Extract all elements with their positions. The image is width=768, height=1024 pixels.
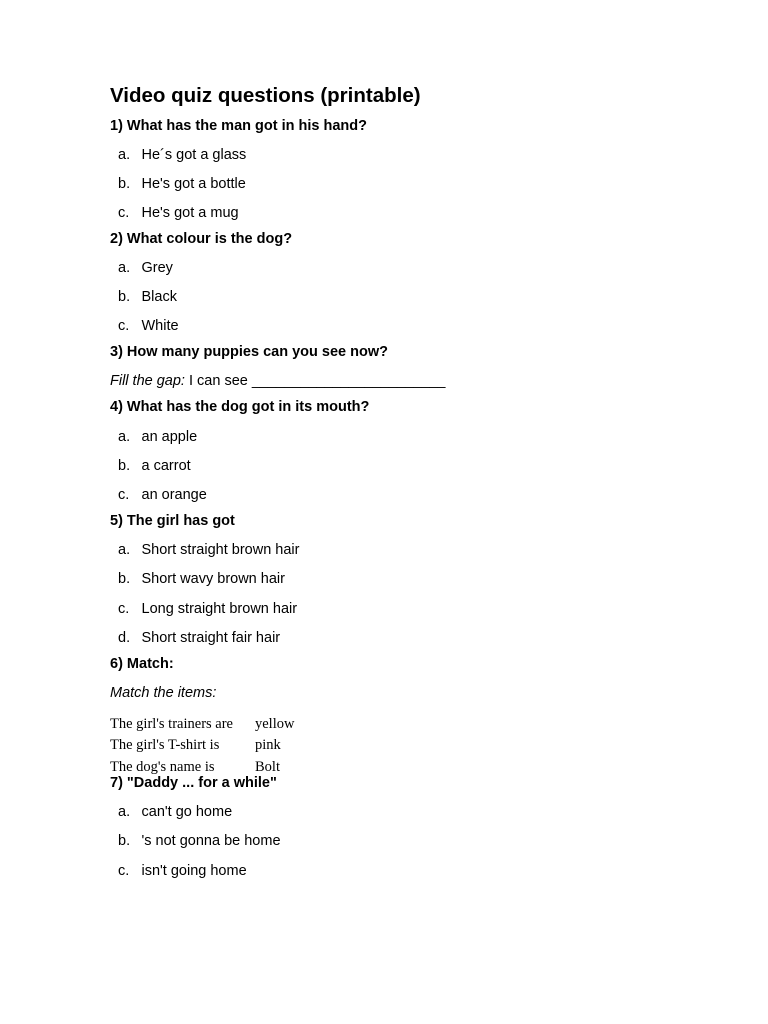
option-text: an apple — [141, 429, 198, 445]
option-letter: a. — [118, 429, 131, 445]
option-text: a carrot — [141, 458, 191, 474]
option-letter: a. — [118, 147, 131, 163]
option-text: He's got a bottle — [141, 176, 246, 192]
question-6: 6) Match: — [110, 656, 174, 672]
question-5-option-d — [118, 630, 280, 646]
option-letter: a. — [118, 804, 131, 820]
option-letter: b. — [118, 176, 131, 192]
question-1-option-b — [118, 176, 246, 192]
match-row — [110, 716, 294, 733]
question-4-option-c — [118, 487, 207, 503]
fill-gap-instruction: Fill the gap: — [110, 373, 185, 389]
question-5: 5) The girl has got — [110, 513, 235, 529]
question-2-option-a — [118, 260, 173, 276]
option-text: Short straight fair hair — [141, 630, 281, 646]
option-text: Short wavy brown hair — [141, 571, 285, 587]
fill-gap-prompt: I can see ________________________ — [184, 373, 446, 389]
option-letter: a. — [118, 260, 131, 276]
question-4-option-a — [118, 429, 197, 445]
question-3: 3) How many puppies can you see now? — [110, 344, 388, 360]
option-letter: a. — [118, 542, 131, 558]
option-text: an orange — [141, 487, 207, 503]
option-text: Long straight brown hair — [141, 601, 298, 617]
option-letter: b. — [118, 289, 131, 305]
option-letter: c. — [118, 205, 130, 221]
option-letter: c. — [118, 863, 130, 879]
option-text: Short straight brown hair — [141, 542, 300, 558]
question-5-option-b — [118, 571, 285, 587]
match-right-item: yellow — [255, 716, 295, 732]
option-text: He's got a mug — [141, 205, 239, 221]
match-left-item: The dog's name is — [110, 759, 215, 775]
question-2-option-c — [118, 318, 179, 334]
option-text: isn't going home — [141, 863, 247, 879]
question-1-option-c — [118, 205, 239, 221]
page-title: Video quiz questions (printable) — [110, 84, 421, 107]
option-letter: b. — [118, 571, 131, 587]
match-right-item: Bolt — [255, 759, 280, 775]
match-right-item: pink — [255, 737, 281, 753]
option-letter: c. — [118, 601, 130, 617]
question-2-option-b — [118, 289, 177, 305]
match-row — [110, 759, 280, 776]
match-left-item: The girl's trainers are — [110, 716, 233, 732]
option-letter: c. — [118, 487, 130, 503]
question-1-option-a — [118, 147, 246, 163]
match-row — [110, 737, 281, 754]
match-left-item: The girl's T-shirt is — [110, 737, 220, 753]
question-5-option-c — [118, 601, 297, 617]
option-letter: b. — [118, 458, 131, 474]
fill-the-gap-line — [110, 373, 445, 389]
option-text: He´s got a glass — [141, 147, 247, 163]
question-1: 1) What has the man got in his hand? — [110, 118, 367, 134]
question-4-option-b — [118, 458, 191, 474]
option-text: 's not gonna be home — [141, 833, 281, 849]
match-instruction-line — [110, 685, 216, 701]
option-letter: b. — [118, 833, 131, 849]
option-letter: d. — [118, 630, 131, 646]
option-text: Grey — [141, 260, 173, 276]
question-7-option-c — [118, 863, 247, 879]
question-7-option-a — [118, 804, 232, 820]
option-text: Black — [141, 289, 177, 305]
question-7: 7) "Daddy ... for a while" — [110, 775, 277, 791]
question-4: 4) What has the dog got in its mouth? — [110, 399, 370, 415]
match-instruction: Match the items: — [110, 685, 217, 701]
option-text: can't go home — [141, 804, 233, 820]
option-letter: c. — [118, 318, 130, 334]
option-text: White — [141, 318, 179, 334]
question-5-option-a — [118, 542, 299, 558]
question-7-option-b — [118, 833, 281, 849]
question-2: 2) What colour is the dog? — [110, 231, 293, 247]
